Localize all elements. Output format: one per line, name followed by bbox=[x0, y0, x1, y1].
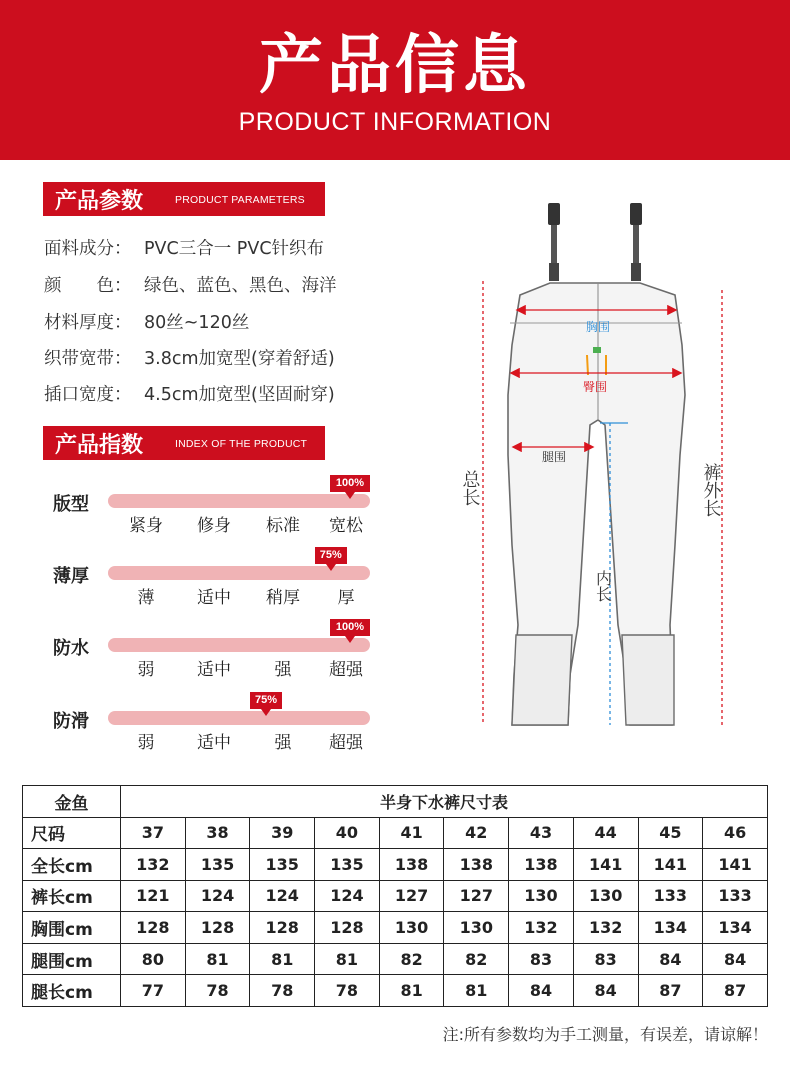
waders-diagram bbox=[450, 195, 790, 765]
index-level: 厚 bbox=[337, 588, 355, 608]
inseam-label: 内长 bbox=[593, 570, 613, 602]
table-cell: 38 bbox=[185, 817, 250, 849]
table-cell: 81 bbox=[444, 975, 509, 1007]
table-cell: 78 bbox=[250, 975, 315, 1007]
table-cell: 83 bbox=[573, 943, 638, 975]
row-header: 腿围cm bbox=[23, 943, 121, 975]
table-cell: 78 bbox=[315, 975, 380, 1007]
index-level: 宽松 bbox=[329, 516, 363, 536]
row-header: 裤长cm bbox=[23, 880, 121, 912]
table-cell: 128 bbox=[250, 912, 315, 944]
table-cell: 83 bbox=[509, 943, 574, 975]
index-badge: 75% bbox=[250, 692, 282, 709]
index-level: 弱 bbox=[137, 733, 155, 753]
table-cell: 130 bbox=[444, 912, 509, 944]
table-row bbox=[23, 880, 768, 912]
total-length-label: 总长 bbox=[459, 470, 481, 506]
index-marker bbox=[345, 636, 355, 643]
table-cell: 77 bbox=[121, 975, 186, 1007]
param-value: 绿色、蓝色、黑色、海洋 bbox=[144, 276, 337, 296]
size-table bbox=[22, 785, 768, 1007]
parameters-heading-en: PRODUCT PARAMETERS bbox=[175, 194, 305, 206]
index-level: 弱 bbox=[137, 660, 155, 680]
index-level: 适中 bbox=[197, 660, 231, 680]
table-cell: 133 bbox=[638, 880, 703, 912]
index-label: 版型 bbox=[53, 494, 89, 515]
index-level: 标准 bbox=[266, 516, 300, 536]
index-heading bbox=[43, 426, 325, 460]
table-cell: 81 bbox=[315, 943, 380, 975]
parameters-heading bbox=[43, 182, 325, 216]
table-cell: 37 bbox=[121, 817, 186, 849]
table-cell: 134 bbox=[638, 912, 703, 944]
footnote: 注:所有参数均为手工测量，有误差，请谅解！ bbox=[442, 1025, 768, 1044]
table-cell: 132 bbox=[509, 912, 574, 944]
table-cell: 84 bbox=[509, 975, 574, 1007]
strap-left bbox=[548, 203, 560, 281]
table-cell: 135 bbox=[250, 849, 315, 881]
table-cell: 128 bbox=[185, 912, 250, 944]
param-label: 颜 色： bbox=[44, 276, 132, 296]
param-row bbox=[44, 345, 335, 370]
table-cell: 124 bbox=[250, 880, 315, 912]
outseam-label: 裤外长 bbox=[700, 463, 722, 517]
parameters-heading-zh: 产品参数 bbox=[55, 189, 144, 214]
table-cell: 130 bbox=[509, 880, 574, 912]
table-cell: 141 bbox=[638, 849, 703, 881]
row-header: 尺码 bbox=[23, 817, 121, 849]
param-value: PVC三合一 PVC针织布 bbox=[144, 239, 325, 259]
index-marker bbox=[345, 492, 355, 499]
table-row bbox=[23, 849, 768, 881]
table-cell: 78 bbox=[185, 975, 250, 1007]
index-marker bbox=[261, 709, 271, 716]
table-cell: 124 bbox=[315, 880, 380, 912]
table-cell: 84 bbox=[638, 943, 703, 975]
index-level: 修身 bbox=[197, 516, 231, 536]
index-badge: 100% bbox=[330, 619, 370, 636]
header-banner bbox=[0, 0, 790, 160]
table-cell: 82 bbox=[444, 943, 509, 975]
table-cell: 133 bbox=[703, 880, 768, 912]
param-value: 3.8cm加宽型(穿着舒适) bbox=[144, 349, 335, 369]
index-level: 强 bbox=[274, 660, 292, 680]
index-heading-zh: 产品指数 bbox=[55, 433, 144, 458]
index-marker bbox=[326, 564, 336, 571]
param-label: 插口宽度： bbox=[44, 385, 132, 405]
index-level: 稍厚 bbox=[266, 588, 300, 608]
index-badge: 75% bbox=[315, 547, 347, 564]
index-label: 薄厚 bbox=[53, 566, 89, 587]
table-row bbox=[23, 817, 768, 849]
table-cell: 138 bbox=[379, 849, 444, 881]
index-heading-en: INDEX OF THE PRODUCT bbox=[175, 438, 308, 450]
table-title: 半身下水裤尺寸表 bbox=[121, 786, 768, 818]
table-cell: 138 bbox=[509, 849, 574, 881]
table-cell: 39 bbox=[250, 817, 315, 849]
table-row bbox=[23, 912, 768, 944]
chest-label: 胸围 bbox=[586, 320, 611, 334]
table-cell: 134 bbox=[703, 912, 768, 944]
table-cell: 130 bbox=[379, 912, 444, 944]
table-cell: 41 bbox=[379, 817, 444, 849]
index-label: 防滑 bbox=[53, 711, 89, 732]
table-cell: 128 bbox=[121, 912, 186, 944]
table-cell: 141 bbox=[573, 849, 638, 881]
table-cell: 132 bbox=[121, 849, 186, 881]
table-cell: 87 bbox=[703, 975, 768, 1007]
index-level: 适中 bbox=[197, 733, 231, 753]
table-cell: 82 bbox=[379, 943, 444, 975]
table-cell: 141 bbox=[703, 849, 768, 881]
param-label: 材料厚度： bbox=[44, 313, 132, 333]
table-header-row bbox=[23, 786, 768, 818]
table-cell: 43 bbox=[509, 817, 574, 849]
row-header: 腿长cm bbox=[23, 975, 121, 1007]
index-track bbox=[108, 494, 370, 508]
table-cell: 127 bbox=[444, 880, 509, 912]
index-track bbox=[108, 711, 370, 725]
table-cell: 84 bbox=[573, 975, 638, 1007]
table-cell: 45 bbox=[638, 817, 703, 849]
row-header: 胸围cm bbox=[23, 912, 121, 944]
banner-title: 产品信息 bbox=[259, 29, 531, 103]
table-cell: 46 bbox=[703, 817, 768, 849]
banner-subtitle: PRODUCT INFORMATION bbox=[238, 108, 552, 136]
table-cell: 81 bbox=[379, 975, 444, 1007]
table-cell: 87 bbox=[638, 975, 703, 1007]
table-cell: 40 bbox=[315, 817, 380, 849]
param-row bbox=[44, 235, 324, 260]
hip-label: 臀围 bbox=[583, 380, 608, 394]
index-track bbox=[108, 638, 370, 652]
table-cell: 127 bbox=[379, 880, 444, 912]
table-cell: 44 bbox=[573, 817, 638, 849]
row-header: 全长cm bbox=[23, 849, 121, 881]
table-cell: 42 bbox=[444, 817, 509, 849]
index-badge: 100% bbox=[330, 475, 370, 492]
table-cell: 130 bbox=[573, 880, 638, 912]
index-level: 超强 bbox=[329, 733, 363, 753]
table-row bbox=[23, 943, 768, 975]
index-level: 强 bbox=[274, 733, 292, 753]
index-label: 防水 bbox=[53, 638, 89, 659]
table-cell: 80 bbox=[121, 943, 186, 975]
param-row bbox=[44, 381, 335, 406]
table-cell: 135 bbox=[185, 849, 250, 881]
thigh-label: 腿围 bbox=[542, 450, 567, 464]
brand-cell: 金鱼 bbox=[23, 786, 121, 818]
table-cell: 81 bbox=[250, 943, 315, 975]
index-level: 紧身 bbox=[129, 516, 163, 536]
table-cell: 124 bbox=[185, 880, 250, 912]
table-cell: 128 bbox=[315, 912, 380, 944]
param-label: 织带宽带： bbox=[44, 349, 132, 369]
param-label: 面料成分： bbox=[44, 239, 132, 259]
table-cell: 81 bbox=[185, 943, 250, 975]
param-value: 80丝~120丝 bbox=[144, 313, 250, 333]
index-level: 适中 bbox=[197, 588, 231, 608]
param-row bbox=[44, 272, 337, 297]
boot-right bbox=[622, 635, 674, 725]
table-row bbox=[23, 975, 768, 1007]
strap-right bbox=[630, 203, 642, 281]
table-cell: 132 bbox=[573, 912, 638, 944]
table-cell: 121 bbox=[121, 880, 186, 912]
table-cell: 135 bbox=[315, 849, 380, 881]
table-cell: 138 bbox=[444, 849, 509, 881]
index-level: 薄 bbox=[137, 588, 155, 608]
table-cell: 84 bbox=[703, 943, 768, 975]
param-value: 4.5cm加宽型(坚固耐穿) bbox=[144, 385, 335, 405]
boot-left bbox=[512, 635, 572, 725]
param-row bbox=[44, 309, 249, 334]
index-level: 超强 bbox=[329, 660, 363, 680]
